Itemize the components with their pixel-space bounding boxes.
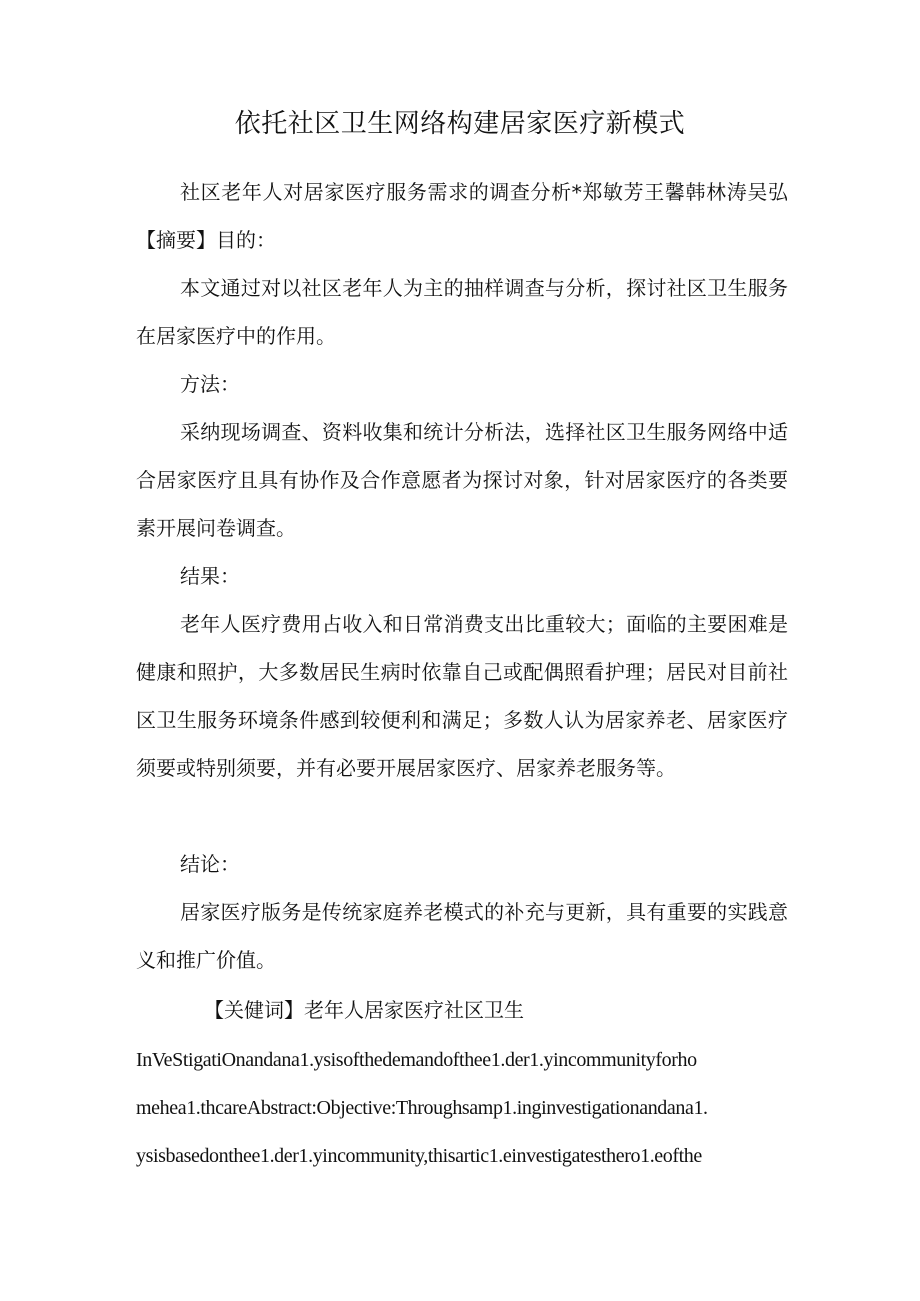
- conclusion-paragraph: 居家医疗版务是传统家庭养老模式的补充与更新，具有重要的实践意义和推广价值。: [136, 900, 788, 972]
- objective-paragraph: 本文通过对以社区老年人为主的抽样调查与分析，探讨社区卫生服务在居家医疗中的作用。: [136, 276, 788, 348]
- english-abstract-line: InVeStigatiOnandana1.ysisofthedemandofthee1.der1.yincommunityforho: [136, 1049, 697, 1071]
- document-title: 依托社区卫生网络构建居家医疗新模式: [234, 109, 686, 139]
- result-paragraph: 老年人医疗费用占收入和日常消费支出比重较大；面临的主要困难是健康和照护，大多数居民生病时依靠自己或配偶照看护理；居民对目前社区卫生服务环境条件感到较便利和满足；多数人认为居家养老、居家医疗须要或特别须要，并有必要开展居家医疗、居家养老服务等。: [136, 612, 788, 780]
- method-label: 方法：: [180, 372, 240, 396]
- keywords-line: 【关健词】老年人居家医疗社区卫生: [204, 998, 524, 1022]
- english-abstract-line: ysisbasedonthee1.der1.yincommunity,thisartic1.einvestigatesthero1.eofthe: [136, 1145, 702, 1167]
- method-paragraph: 采纳现场调查、资料收集和统计分析法，选择社区卫生服务网络中适合居家医疗且具有协作及合作意愿者为探讨对象，针对居家医疗的各类要素开展问卷调查。: [136, 420, 788, 540]
- conclusion-label: 结论：: [180, 852, 240, 876]
- english-abstract-line: mehea1.thcareAbstract:Objective:Throughsamp1.inginvestigationandana1.: [136, 1097, 708, 1119]
- result-label: 结果：: [180, 564, 240, 588]
- intro-paragraph: 社区老年人对居家医疗服务需求的调查分析*郑敏芳王馨韩林涛吴弘【摘要】目的：: [136, 180, 788, 252]
